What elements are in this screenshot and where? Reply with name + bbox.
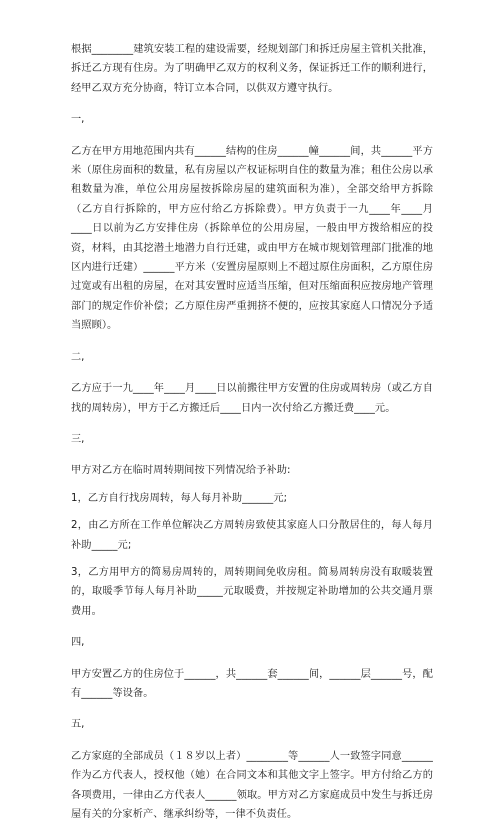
section-1-paragraph: 乙方在甲方用地范围内共有______结构的住房______幢______间，共______平方米（原住房面积的数量，私有房屋以产权证标明自住的数量为准；租住公房以承租数量为准，单位公用房屋按拆除房屋的建筑面积为准），全部交给甲方拆除（乙方自行拆除的，甲方应付给乙方拆除费）。甲方负责于一九____年____月____日以前为乙方安排住房（拆除单位的公用房屋，一般由甲方拨给相应的投资，材料，由其挖潜土地潜力自行迁建，或由甲方在城市规划管理部门批准的地区内进行迁建）______平方米（安置房屋原则上不超过原住房面积，乙方原住房过宽或有出租的房屋，在对其安置时应适当压缩，但对压缩面积应按房地产管理部门的规定作价补偿；乙方原住房严重拥挤不便的，应按其家庭人口情况分予适当照顾）。	[71, 145, 433, 332]
section-5-paragraph: 乙方家庭的全部成员（１８岁以上者）________等______人一致签字同意______作为乙方代表人，授权他（她）在合同文本和其他文字上签字。甲方付给乙方的各项费用，一律由乙方代表人______领取。甲方对乙方家庭成员中发生与拆迁房屋有关的分家析产、继承纠纷等，一律不负责任。	[71, 750, 433, 820]
section-2-paragraph: 乙方应于一九____年____月____日以前搬往甲方安置的住房或周转房（或乙方自找的周转房），甲方于乙方搬迁后____日内一次付给乙方搬迁费____元。	[71, 383, 433, 414]
preamble-paragraph: 根据________建筑安装工程的建设需要，经规划部门和拆迁房屋主管机关批准，拆迁乙方现有住房。为了明确甲乙双方的权利义务，保证拆迁工作的顺利进行，经甲乙双方充分协商，特订立本合同，以供双方遵守执行。	[71, 44, 433, 94]
section-heading-2: 二,	[71, 351, 85, 363]
section-4-paragraph: 甲方安置乙方的住房位于______，共______套______间，______层______号，配有______等设备。	[71, 668, 433, 699]
contract-body	[71, 40, 433, 824]
section-3-intro: 甲方对乙方在临时周转期间按下列情况给予补助:	[71, 465, 291, 477]
section-heading-4: 四,	[71, 637, 85, 649]
section-heading-1: 一,	[71, 114, 85, 126]
section-heading-3: 三,	[71, 433, 85, 445]
section-3-item-3: 3，乙方用甲方的简易房周转的，周转期间免收房租。简易周转房没有取暖装置的，取暖季节每人每月补助_____元取暖费，并按规定补助增加的公共交通月票费用。	[71, 566, 433, 617]
section-heading-5: 五,	[71, 719, 85, 731]
section-3-item-1: 1，乙方自行找房周转，每人每月补助______元;	[71, 492, 288, 504]
section-3-item-2: 2，由乙方所在工作单位解决乙方周转房致使其家庭人口分散居住的，每人每月补助_____元;	[71, 520, 433, 551]
